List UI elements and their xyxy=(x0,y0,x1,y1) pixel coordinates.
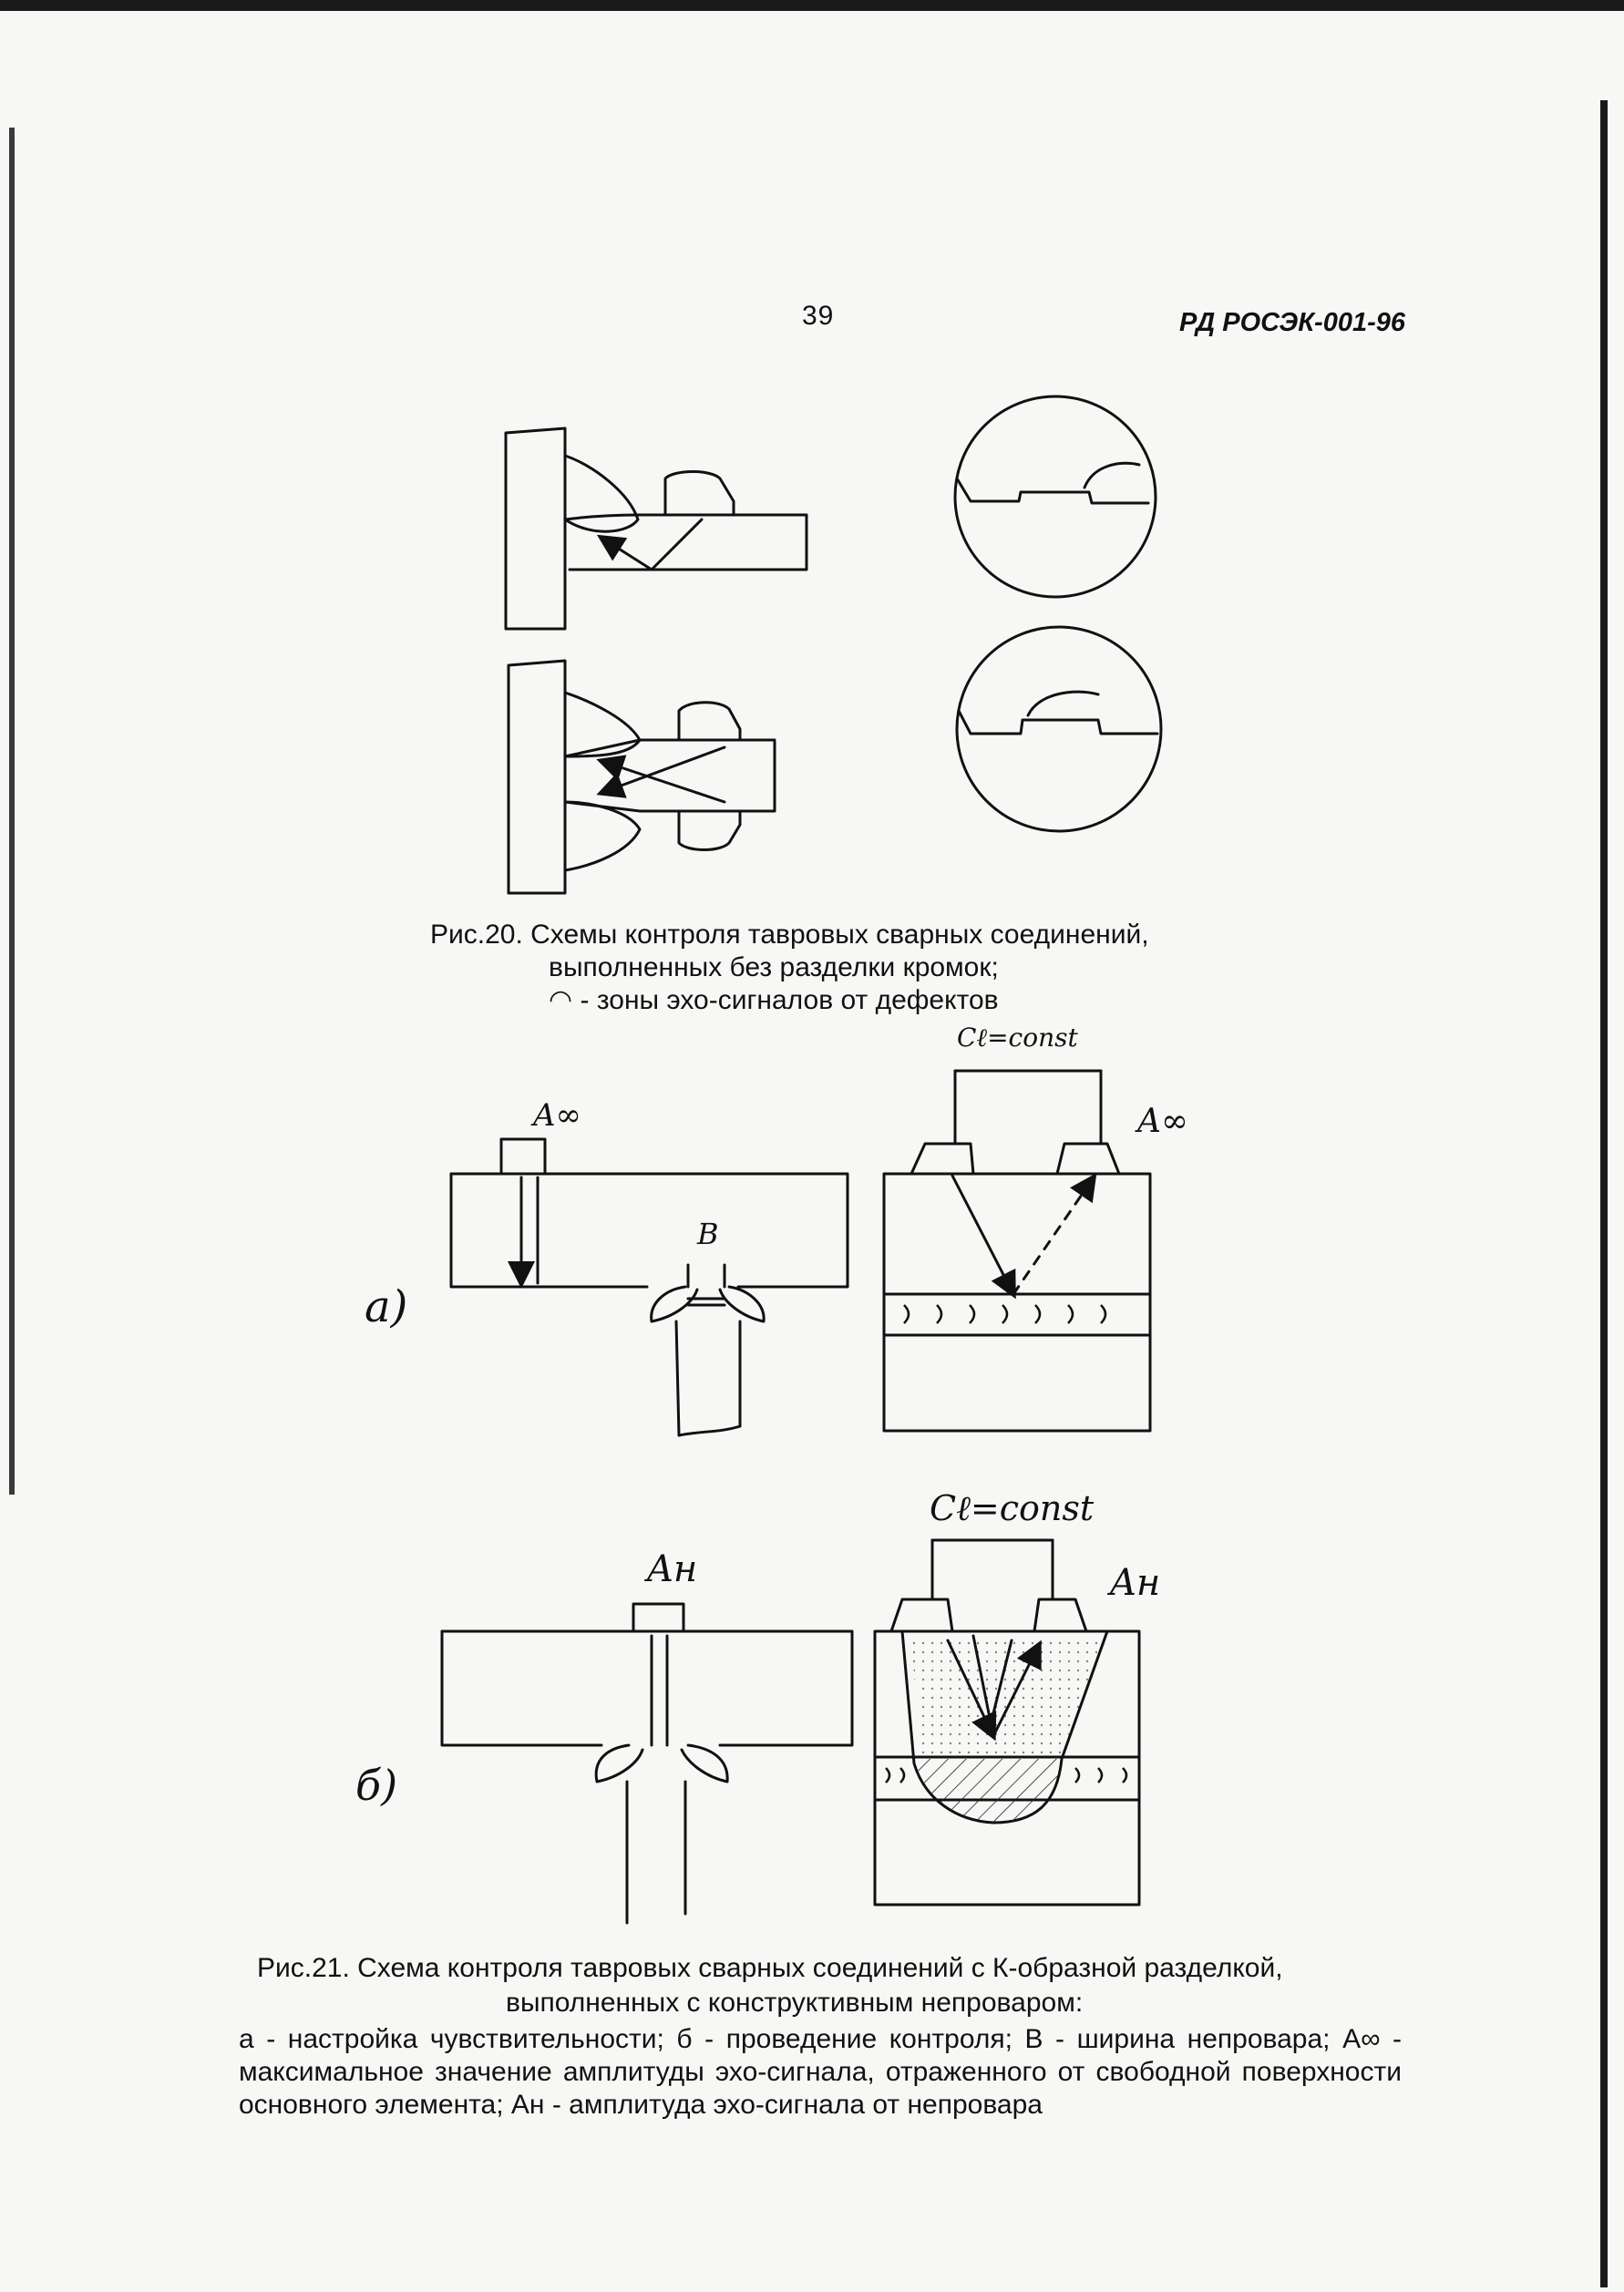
label-a-inf: A∞ xyxy=(533,1097,581,1134)
fig21-caption-legend: а - настройка чувствительности; б - проведение контроля; В - ширина непровара; A∞ - максимальное значение амплитуды эхо-сигнала, отраженного от свободной поверхности основного элемента; Aн - амплитуда эхо-сигнала от непровара xyxy=(239,2024,1402,2120)
fig21b-left-scheme xyxy=(442,1604,852,1923)
fig20-caption-subtitle: выполненных без разделки кромок; xyxy=(549,952,999,982)
fig20-screen-top xyxy=(955,396,1156,597)
label-a-n: Aн xyxy=(647,1548,698,1590)
label-subfigure-b: б) xyxy=(355,1761,398,1810)
label-b-width: B xyxy=(697,1217,719,1251)
fig21-caption-subtitle: выполненных с конструктивным непроваром: xyxy=(506,1988,1084,2018)
fig21a-left-scheme xyxy=(451,1139,848,1435)
page-number: 39 xyxy=(802,301,835,331)
label-cl-const-top: Cℓ=const xyxy=(957,1023,1078,1053)
fig21-caption-title: Рис.21. Схема контроля тавровых сварных соединений с К-образной разделкой, xyxy=(257,1953,1283,1983)
label-a-inf-right: A∞ xyxy=(1137,1103,1188,1140)
label-subfigure-a: а) xyxy=(365,1281,408,1332)
label-cl-const-bottom: Cℓ=const xyxy=(930,1488,1095,1528)
fig20-top-scheme xyxy=(506,428,807,629)
fig20-caption-title: Рис.20. Схемы контроля тавровых сварных соединений, xyxy=(430,920,1149,950)
document-code: РД РОСЭК-001-96 xyxy=(1179,308,1405,337)
fig20-bottom-scheme xyxy=(509,661,775,893)
fig20-screen-bottom xyxy=(957,627,1161,831)
fig21a-right-scheme xyxy=(884,1071,1150,1431)
label-a-n-right: Aн xyxy=(1110,1562,1161,1604)
fig20-caption-legend: ◠ - зоны эхо-сигналов от дефектов xyxy=(549,985,999,1015)
